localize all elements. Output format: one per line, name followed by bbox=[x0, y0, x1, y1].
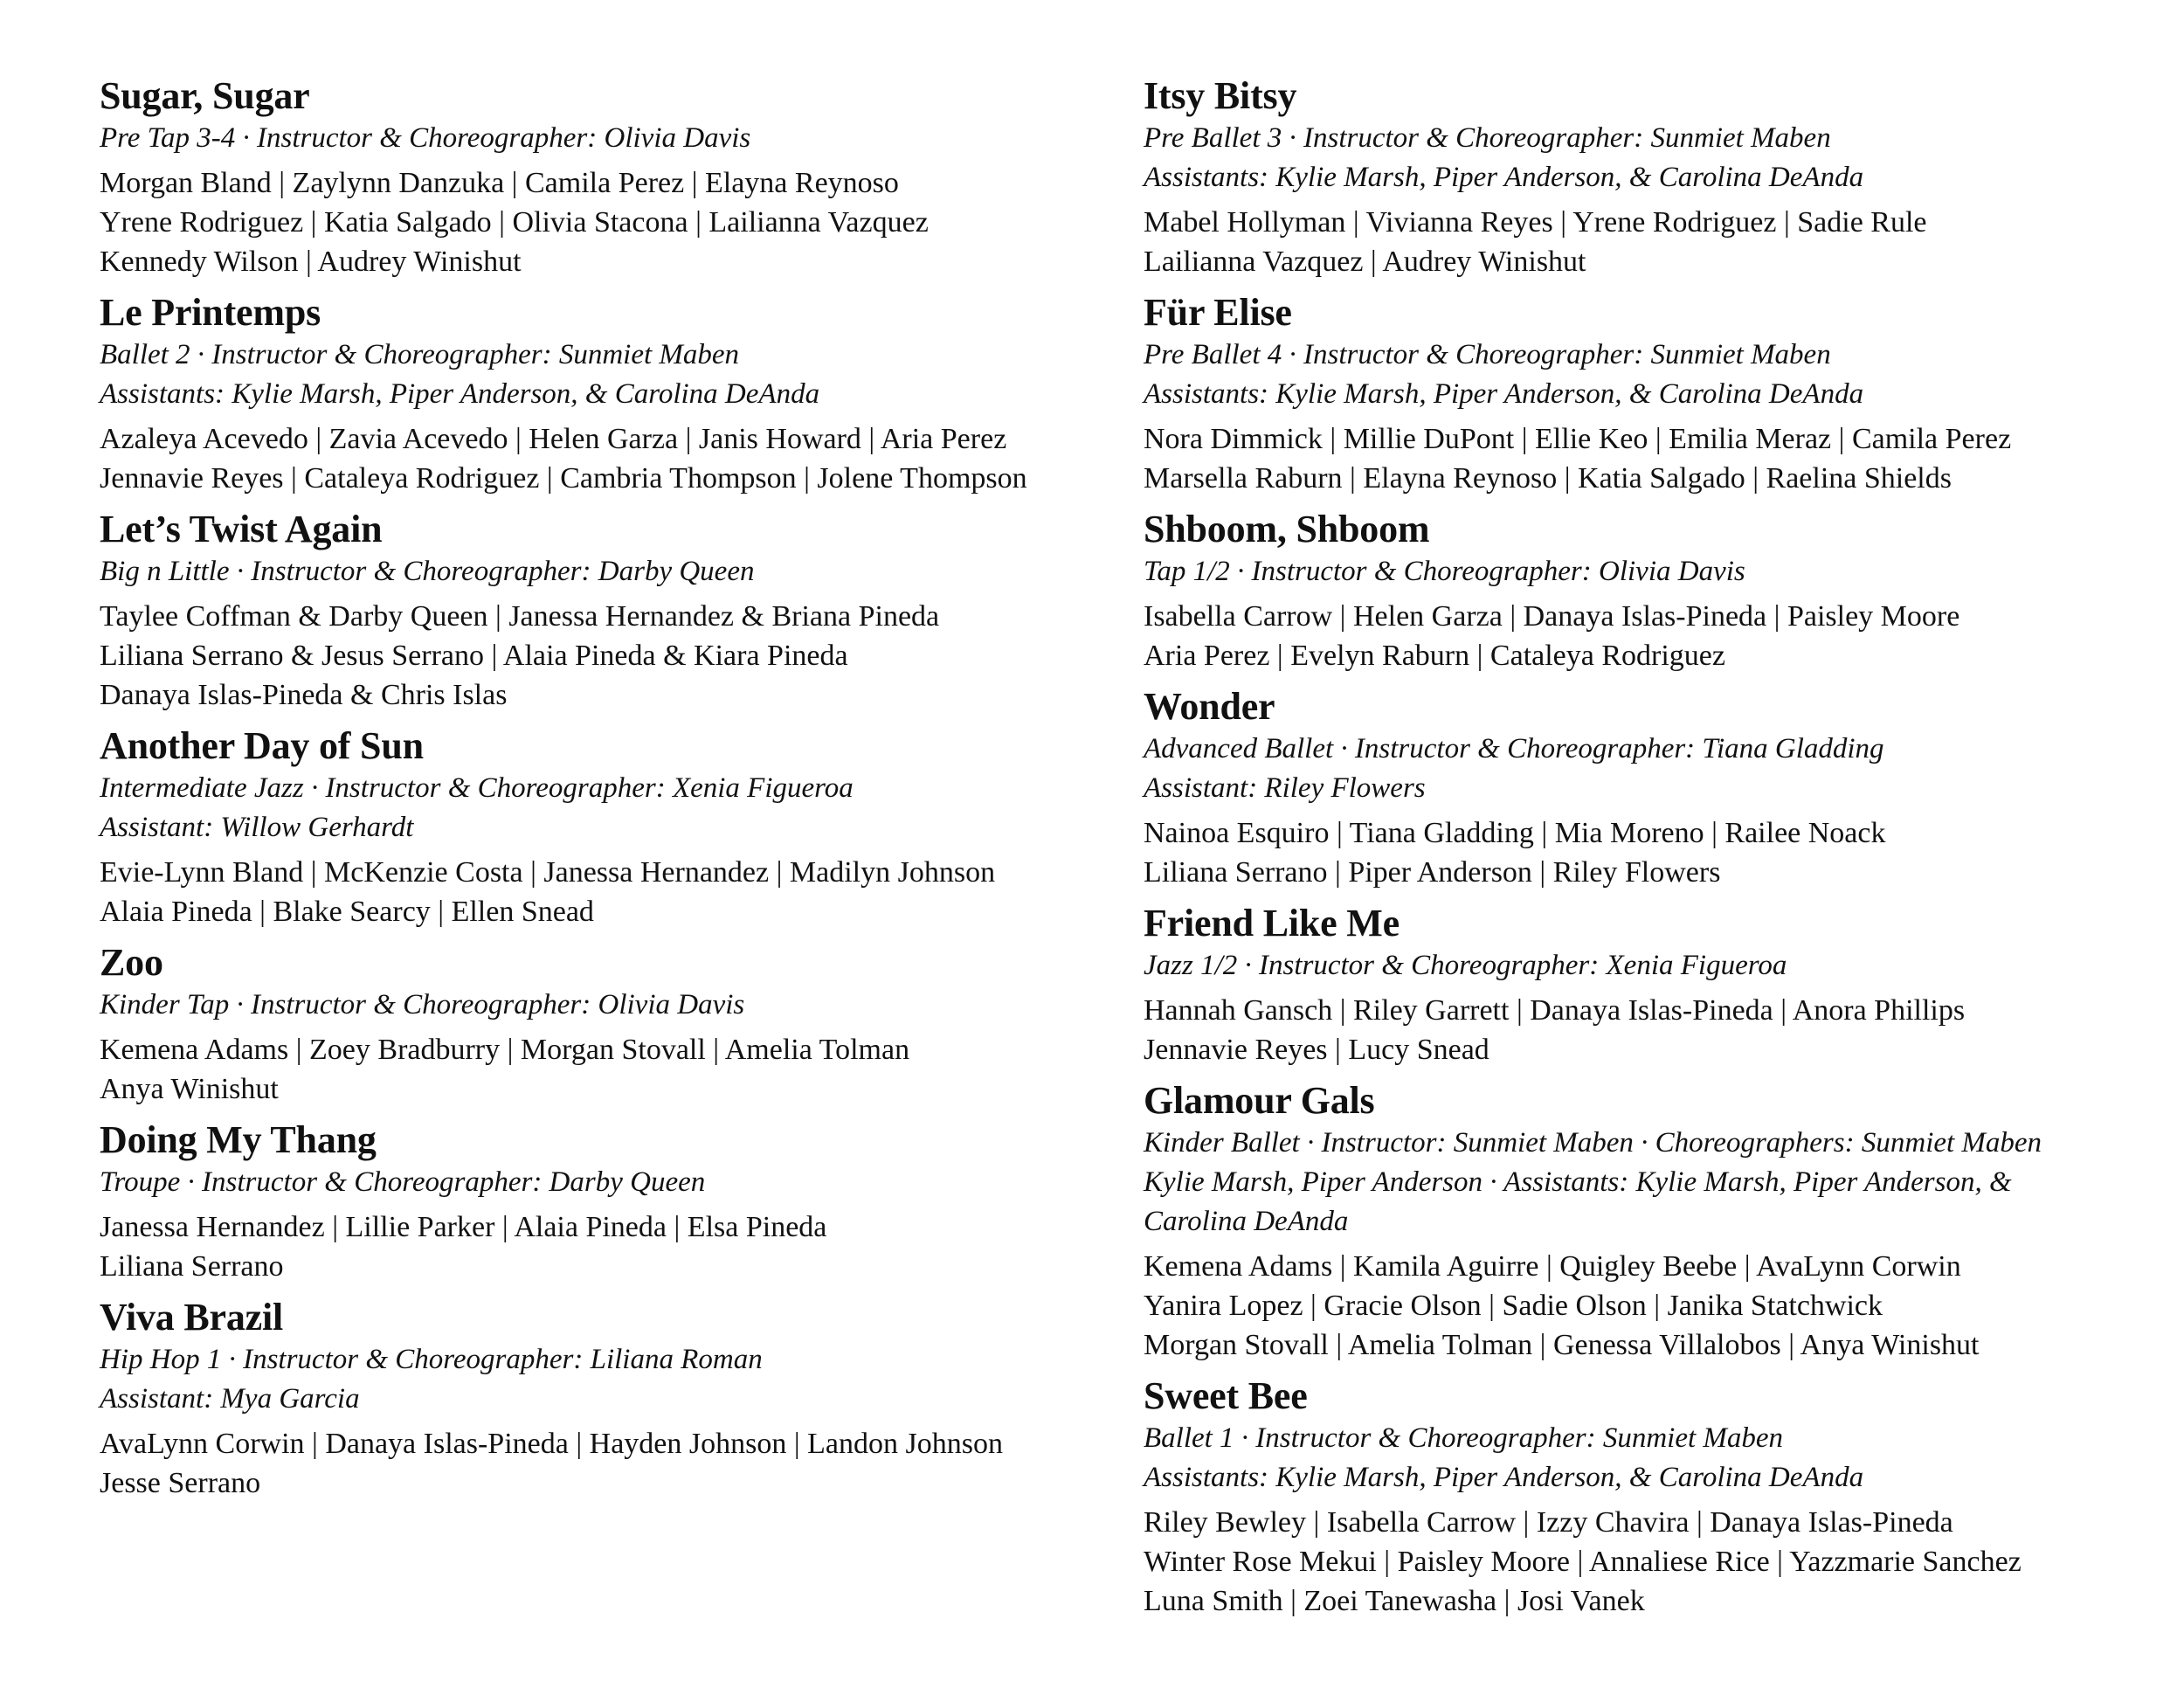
dancer-line: Azaleya Acevedo | Zavia Acevedo | Helen Garza | Janis Howard | Aria Perez bbox=[100, 423, 1007, 455]
piece-credits bbox=[1144, 1124, 2174, 1242]
dancer-line: Luna Smith | Zoei Tanewasha | Josi Vanek bbox=[1144, 1585, 1645, 1617]
credit-line: Ballet 1 · Instructor & Choreographer: Sunmiet Maben bbox=[1144, 1422, 1784, 1454]
piece-credits bbox=[1144, 730, 2174, 808]
piece-title: Glamour Gals bbox=[1144, 1079, 1375, 1122]
program-piece bbox=[100, 1295, 1087, 1503]
piece-credits bbox=[100, 119, 1087, 158]
dancer-line: Morgan Stovall | Amelia Tolman | Genessa Villalobos | Anya Winishut bbox=[1144, 1329, 1980, 1361]
piece-credits bbox=[100, 1340, 1087, 1419]
dancer-list bbox=[1144, 991, 2174, 1069]
program-piece bbox=[100, 507, 1087, 715]
dancer-list bbox=[100, 853, 1087, 931]
piece-title: Itsy Bitsy bbox=[1144, 74, 1297, 117]
dancer-list bbox=[1144, 419, 2174, 498]
piece-title: Shboom, Shboom bbox=[1144, 508, 1430, 550]
dancer-line: AvaLynn Corwin | Danaya Islas-Pineda | Hayden Johnson | Landon Johnson bbox=[100, 1428, 1003, 1460]
credit-line: Big n Little · Instructor & Choreographer: Darby Queen bbox=[100, 556, 755, 587]
dancer-list bbox=[1144, 597, 2174, 675]
piece-title: Zoo bbox=[100, 941, 163, 984]
piece-title: Sweet Bee bbox=[1144, 1374, 1308, 1417]
dancer-line: Yrene Rodriguez | Katia Salgado | Olivia Stacona | Lailianna Vazquez bbox=[100, 206, 929, 239]
credit-line: Assistant: Mya Garcia bbox=[100, 1383, 360, 1415]
credit-line: Assistant: Willow Gerhardt bbox=[100, 812, 414, 843]
piece-title: Let’s Twist Again bbox=[100, 508, 383, 550]
program-column-left bbox=[100, 73, 1087, 1512]
credit-line: Kinder Ballet · Instructor: Sunmiet Maben · Choreographers: Sunmiet Maben bbox=[1144, 1127, 2042, 1159]
piece-title: Für Elise bbox=[1144, 291, 1292, 334]
piece-credits bbox=[1144, 946, 2174, 986]
credit-line: Jazz 1/2 · Instructor & Choreographer: Xenia Figueroa bbox=[1144, 950, 1787, 981]
dancer-list bbox=[100, 1030, 1087, 1109]
credit-line: Assistants: Kylie Marsh, Piper Anderson, & Carolina DeAnda bbox=[1144, 378, 1864, 410]
credit-line: Troupe · Instructor & Choreographer: Darby Queen bbox=[100, 1166, 706, 1198]
credit-line: Assistants: Kylie Marsh, Piper Anderson, & Carolina DeAnda bbox=[1144, 162, 1864, 193]
program-piece bbox=[100, 1117, 1087, 1286]
piece-credits bbox=[1144, 1419, 2174, 1498]
program-piece bbox=[100, 723, 1087, 931]
dancer-line: Morgan Bland | Zaylynn Danzuka | Camila Perez | Elayna Reynoso bbox=[100, 167, 899, 199]
dancer-line: Danaya Islas-Pineda & Chris Islas bbox=[100, 679, 508, 711]
program-piece bbox=[1144, 1078, 2174, 1365]
program-piece bbox=[100, 73, 1087, 281]
credit-line: Pre Tap 3-4 · Instructor & Choreographer: Olivia Davis bbox=[100, 122, 751, 154]
dancer-line: Liliana Serrano bbox=[100, 1250, 284, 1283]
dancer-line: Evie-Lynn Bland | McKenzie Costa | Janessa Hernandez | Madilyn Johnson bbox=[100, 856, 996, 889]
dancer-line: Yanira Lopez | Gracie Olson | Sadie Olson | Janika Statchwick bbox=[1144, 1290, 1883, 1322]
dancer-line: Aria Perez | Evelyn Raburn | Cataleya Rodriguez bbox=[1144, 640, 1725, 672]
dancer-line: Winter Rose Mekui | Paisley Moore | Annaliese Rice | Yazzmarie Sanchez bbox=[1144, 1546, 2022, 1578]
piece-title: Viva Brazil bbox=[100, 1296, 284, 1339]
program-piece bbox=[1144, 507, 2174, 675]
piece-credits bbox=[100, 769, 1087, 847]
program-column-right bbox=[1144, 73, 2174, 1629]
credit-line: Pre Ballet 3 · Instructor & Choreographer: Sunmiet Maben bbox=[1144, 122, 1831, 154]
dancer-line: Mabel Hollyman | Vivianna Reyes | Yrene Rodriguez | Sadie Rule bbox=[1144, 206, 1927, 239]
dancer-line: Taylee Coffman & Darby Queen | Janessa Hernandez & Briana Pineda bbox=[100, 600, 940, 633]
credit-line: Ballet 2 · Instructor & Choreographer: Sunmiet Maben bbox=[100, 339, 740, 370]
dancer-list bbox=[100, 1207, 1087, 1286]
dancer-line: Alaia Pineda | Blake Searcy | Ellen Snead bbox=[100, 896, 594, 928]
piece-credits bbox=[1144, 119, 2174, 197]
dancer-line: Jennavie Reyes | Cataleya Rodriguez | Cambria Thompson | Jolene Thompson bbox=[100, 462, 1027, 495]
piece-title: Wonder bbox=[1144, 685, 1275, 728]
piece-credits bbox=[1144, 336, 2174, 414]
dancer-list bbox=[1144, 1503, 2174, 1621]
dancer-list bbox=[1144, 1247, 2174, 1365]
dancer-line: Lailianna Vazquez | Audrey Winishut bbox=[1144, 246, 1586, 278]
program-piece bbox=[100, 940, 1087, 1109]
piece-title: Le Printemps bbox=[100, 291, 321, 334]
credit-line: Assistants: Kylie Marsh, Piper Anderson, & Carolina DeAnda bbox=[100, 378, 820, 410]
program-piece bbox=[1144, 901, 2174, 1069]
program-piece bbox=[1144, 73, 2174, 281]
dancer-line: Janessa Hernandez | Lillie Parker | Alaia Pineda | Elsa Pineda bbox=[100, 1211, 827, 1243]
piece-title: Sugar, Sugar bbox=[100, 74, 310, 117]
program-piece bbox=[1144, 684, 2174, 892]
piece-credits bbox=[100, 336, 1087, 414]
dancer-list bbox=[100, 1424, 1087, 1503]
credit-line: Tap 1/2 · Instructor & Choreographer: Olivia Davis bbox=[1144, 556, 1745, 587]
program-piece bbox=[1144, 290, 2174, 498]
piece-credits bbox=[100, 552, 1087, 591]
dancer-line: Liliana Serrano | Piper Anderson | Riley Flowers bbox=[1144, 856, 1721, 889]
credit-line: Carolina DeAnda bbox=[1144, 1206, 1349, 1237]
dancer-line: Kemena Adams | Kamila Aguirre | Quigley Beebe | AvaLynn Corwin bbox=[1144, 1250, 1961, 1283]
dancer-line: Marsella Raburn | Elayna Reynoso | Katia Salgado | Raelina Shields bbox=[1144, 462, 1952, 495]
credit-line: Kinder Tap · Instructor & Choreographer: Olivia Davis bbox=[100, 989, 745, 1020]
dancer-line: Isabella Carrow | Helen Garza | Danaya Islas-Pineda | Paisley Moore bbox=[1144, 600, 1960, 633]
piece-credits bbox=[100, 1163, 1087, 1202]
dancer-line: Nora Dimmick | Millie DuPont | Ellie Keo | Emilia Meraz | Camila Perez bbox=[1144, 423, 2012, 455]
dancer-list bbox=[1144, 203, 2174, 281]
credit-line: Advanced Ballet · Instructor & Choreographer: Tiana Gladding bbox=[1144, 733, 1884, 764]
dancer-line: Nainoa Esquiro | Tiana Gladding | Mia Moreno | Railee Noack bbox=[1144, 817, 1886, 849]
dancer-line: Liliana Serrano & Jesus Serrano | Alaia Pineda & Kiara Pineda bbox=[100, 640, 848, 672]
dancer-line: Kemena Adams | Zoey Bradburry | Morgan Stovall | Amelia Tolman bbox=[100, 1034, 910, 1066]
dancer-line: Jesse Serrano bbox=[100, 1467, 261, 1499]
credit-line: Assistant: Riley Flowers bbox=[1144, 772, 1426, 804]
dancer-line: Kennedy Wilson | Audrey Winishut bbox=[100, 246, 522, 278]
piece-credits bbox=[100, 986, 1087, 1025]
credit-line: Hip Hop 1 · Instructor & Choreographer: Liliana Roman bbox=[100, 1344, 763, 1375]
credit-line: Kylie Marsh, Piper Anderson · Assistants: Kylie Marsh, Piper Anderson, & bbox=[1144, 1166, 2012, 1198]
dancer-list bbox=[100, 597, 1087, 715]
program-piece bbox=[100, 290, 1087, 498]
credit-line: Assistants: Kylie Marsh, Piper Anderson, & Carolina DeAnda bbox=[1144, 1462, 1864, 1493]
piece-title: Doing My Thang bbox=[100, 1118, 377, 1161]
credit-line: Pre Ballet 4 · Instructor & Choreographer: Sunmiet Maben bbox=[1144, 339, 1831, 370]
dancer-list bbox=[100, 419, 1087, 498]
dancer-line: Jennavie Reyes | Lucy Snead bbox=[1144, 1034, 1489, 1066]
dancer-line: Anya Winishut bbox=[100, 1073, 279, 1105]
credit-line: Intermediate Jazz · Instructor & Choreographer: Xenia Figueroa bbox=[100, 772, 854, 804]
dancer-list bbox=[100, 163, 1087, 281]
dancer-list bbox=[1144, 813, 2174, 892]
piece-title: Another Day of Sun bbox=[100, 724, 424, 767]
program-piece bbox=[1144, 1373, 2174, 1621]
dancer-line: Hannah Gansch | Riley Garrett | Danaya Islas-Pineda | Anora Phillips bbox=[1144, 994, 1966, 1027]
dancer-line: Riley Bewley | Isabella Carrow | Izzy Chavira | Danaya Islas-Pineda bbox=[1144, 1506, 1953, 1539]
piece-credits bbox=[1144, 552, 2174, 591]
piece-title: Friend Like Me bbox=[1144, 902, 1400, 944]
